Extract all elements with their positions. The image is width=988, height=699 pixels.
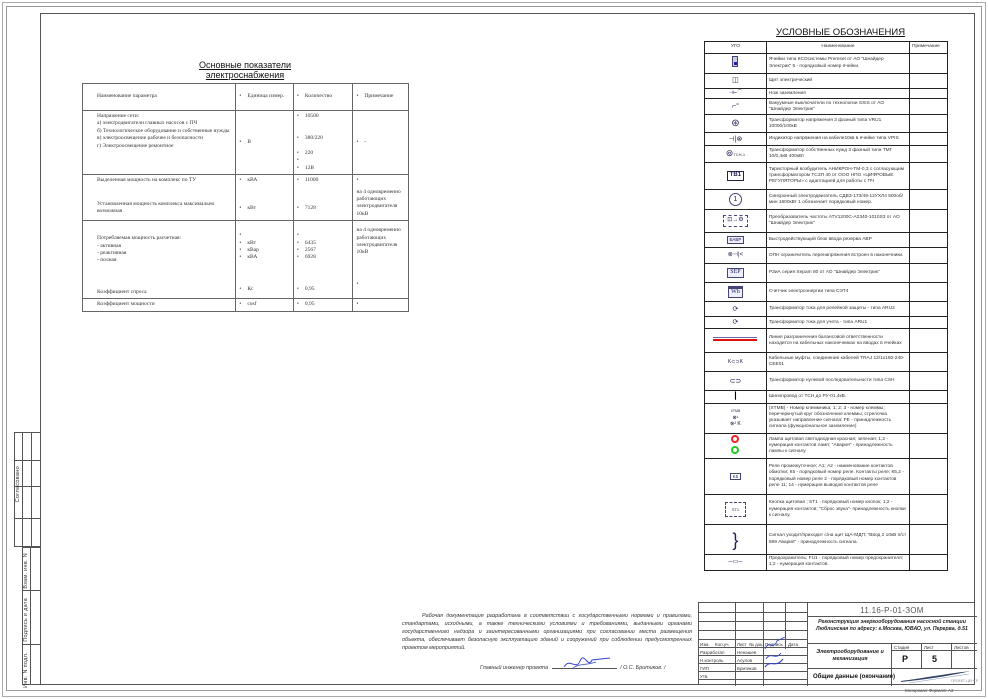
energy-meter-icon: Wh [728,286,743,298]
relay-protection-icon: SEP [727,268,743,278]
signatures-icon [763,637,787,671]
relay-icon: K5 [730,473,742,481]
table-row: Напряжение сети: а) электродвигатели главных насосов с ПЧ б) Технологическое оборудование и собственные нужды в) электроосвещение рабочее и безопасности г) Электроосвещение ремонтное • В • 10500 • 380/220 • 220 • • 12В • - [83,111,409,175]
cell-icon [732,56,738,67]
table-row: Потребляемая мощность расчетная: - активная - реактивная - полная Коэффициент спроса • • кВт • кВар • кВА • Кс • • 6435 • 2567 • 6928 • 0,95 на 4 одновременно работающих электродвигателя 10кВ • [83,221,409,299]
busbar-icon: ┃ [733,393,738,401]
legend-row: Лампа щитовая светодиодная красная; зеленая; 1;2 - нумерация контактов ламп; "Авария" - принадлежность лампы к сигналу [705,433,948,458]
legend-row: 1 Синхронный электродвигатель СДВЗ-173/49-12УХЛ4 500об/мин 1600кВт 1 обозначает порядковый номер. [705,190,948,210]
legend-row: БАВР Быстродействующий блок ввода резерва АВР [705,233,948,248]
current-transformer-metering-icon: ⟳ [732,319,739,327]
table-header-row: Наименование параметра • Единица измер. • Количество • Примечание [83,84,409,111]
original-inv-label: Инв. N подл. [23,652,29,688]
avr-block-icon: БАВР [727,236,745,244]
grounding-knife-icon: ⊣⊢⌒ [728,90,743,96]
thyristor-exciter-icon: ТВ1 [727,171,744,181]
legend-row: ⌐° Вакуумные выключатели по технологии SSIS от АО "Шнайдер Электрик" [705,99,948,115]
replace-inv-label: Взам. инв. N [23,553,29,589]
legend-row: ТВ1 Тиристорный возбудитель АНИКРОН-ТМ-0,3 с согласующим трансформатором ТСЗП 40 от ООО НПО «ЦИФРОВЫЕ РЕГУЛЯТОРЫ» с адаптацией для работы с ПЧ [705,163,948,190]
fuse-icon: ─▭─ [728,558,743,565]
voltage-indicator-icon: ⊣|⊗ [728,135,743,143]
format-label: Копировал Формат А3 [905,688,954,693]
sheet-name: Общие данные (окончание) [813,674,895,680]
legend-row: XTMB ⊗¹ ⊗² K (XTMB) - Номер клеммника; 1; 2; 3 - номер клеммы; перечеркнутый круг обозначение клеммы; стрелочка указывает направление сигнала; FE - принадлежность сигнала (функциональное заземление) [705,403,948,433]
agreed-label: Согласовано [15,466,21,503]
main-table-title: Основные показатели электроснабжения [198,60,292,80]
cable-joint-icon: K⊂⊃K [727,358,743,365]
aux-transformer-icon: ⊚ [725,148,734,159]
voltage-transformer-icon: ⊛ [731,118,740,130]
frequency-converter-icon: ⊡→⚙ [723,215,747,227]
current-transformer-protection-icon: ⟳ [732,305,739,313]
signature-date-label: Подпись и дата [23,598,29,642]
legend-row: ⊛ Трансформатор напряжения 3 фазный типа VRU1 10000/100кВ [705,115,948,133]
chief-engineer-signature: Главный инженер проекта / О.С. Бритиков. / [480,663,666,671]
legend-row: Ячейки типа КСОсистемы Premset от АО "Шнайдер Электрик" 5 - порядковый номер ячейки. [705,54,948,74]
legend-row: K⊂⊃K Кабельные муфты, соединение кабелей TRAJ 12/1х150-240-CEE01 [705,353,948,372]
sheet-number: 5 [932,654,938,664]
red-lamp-icon [731,435,739,443]
side-stamp [14,432,41,688]
legend-row: ⊗⊣|< ОПН ограничитель перенапряжения встроен в наконечники. [705,248,948,264]
power-parameters-table [82,83,409,312]
table-row: Коэффициент мощности • cosf • 0,95 • [83,299,409,311]
legend-row: K5 Реле промежуточное; А1; А2 - наименование контактов обмотки; К5 - порядковый номер реле. Контакты реле; К5,2 - порядковый номер реле 2 - порядковый номер контактов реле 11; 14 - нумерация выводов контактов реле [705,459,948,495]
panel-icon: ◫ [732,77,739,85]
document-code: 11.16-Р-01-ЗОМ [860,606,924,615]
surge-limiter-icon: ⊗⊣|< [727,251,744,258]
boundary-line-icon [713,337,757,341]
legend-row: ⟳ Трансформатор тока для релейной защиты - типа ARU2 [705,302,948,317]
vacuum-breaker-icon: ⌐° [731,103,739,111]
section-name: Электрооборудование и механизация [816,649,884,663]
push-button-icon: ST1 [725,502,746,517]
title-block: Изм. Кол.уч. Лист № док. Подпись Дата Разработал Ненашев Н.контроль Асулов ГИП Бритиков Утв. 11.16-Р-01-ЗОМ Реконструкция энергооборудования насосной станции Люблинская по адресу: г.Москва, ЮВАО, ул. Перерва, д.51 Электрооборудование и механизация Стадия Лист Листов Р 5 Общие данные (окончание) ПРОЕКТ-ЦЕНТР [698,602,975,685]
legend-row: ┃ Шинопровод от ТСН до РУ-01,4кВ. [705,391,948,403]
green-lamp-icon [731,446,739,454]
legend-row: ST1 Кнопка щитовая ; ST1 - порядковый номер кнопок; 1;2 - нумерация контактов; "Сброс звука"- принадлежность кнопки к сигналу. [705,495,948,525]
project-name: Реконструкция энергооборудования насосной станции Люблинская по адресу: г.Москва, ЮВАО, ул. Перерва, д.51 [816,619,968,633]
company-name: ПРОЕКТ-ЦЕНТР [951,679,979,683]
signature-scribble-icon [562,657,612,671]
legend-row: Wh Счетчик электроэнергии типа СЭТ4 [705,283,948,302]
legend-row: ─▭─ Предохранитель; FU1 - порядковый номер предохранителя; 1;2 - нумерация контактов. [705,555,948,570]
legend-row: } Сигнал уходит/приходит с/на щит ЩА-МДП; "Ввод 2 10кВ п/ст 689 Авария" - принадлежность сигнала. [705,525,948,555]
legend-row: ⊂⊃ Трансформатор нулевой последовательности типа CSH [705,372,948,391]
legend-row: ⊡→⚙ Преобразователь частоты ATV1200C-A2340-1010S3 от АО "Шнайдер Электрик" [705,210,948,233]
legend-row: ◫ Щит электрический [705,74,948,89]
table-row: Выделенная мощность на комплекс по ТУ Установленная мощность комплекса максимально возможная • кВА • кВт • 11000 • 7128 • на 4 одновременно работающих электродвигателя 10кВ [83,175,409,221]
general-notes: Рабочая документация разработана в соответствии с государственными нормами и правилами, стандартами, исходными, а также техническими условиями и требованиями, выданными органами государственного надзора и заинтересованными организациями при согласовании места размещения объекта, обеспечивает безопасную эксплуатацию зданий и сооружений при соблюдении предусмотренных проектом мероприятий. [402,613,692,651]
legend-row: ⊣|⊗ Индикатор напряжения на кабеле10кв в ячейке типа VPIS [705,133,948,146]
signature-field [552,663,617,669]
legend-row: ⊚ТСН-1 Трансформатор собственных нужд 3 фазный типа ТМГ 10/0,4кВ 400кВт [705,146,948,163]
legend-table [704,41,948,571]
legend-row: Линия разграничения балансовой ответственности находится на кабельных наконечниках на вводах в ячейках [705,329,948,353]
legend-header-row: УГО Наименование Примечание [705,42,948,54]
legend-row: SEP РЗиА серия Sepam 80 от АО "Шнайдер Электрик" [705,264,948,283]
legend-title: УСЛОВНЫЕ ОБОЗНАЧЕНИЯ [776,27,906,38]
signal-bus-icon: } [732,529,739,550]
zero-sequence-ct-icon: ⊂⊃ [729,377,742,385]
terminal-icon: XTMB [730,408,741,413]
legend-row: ⟳ Трансформатор тока для учета - типа ARU1 [705,317,948,329]
stage-value: Р [902,654,909,664]
legend-row: ⊣⊢⌒ Нож заземления [705,89,948,99]
sync-motor-icon: 1 [729,193,742,206]
